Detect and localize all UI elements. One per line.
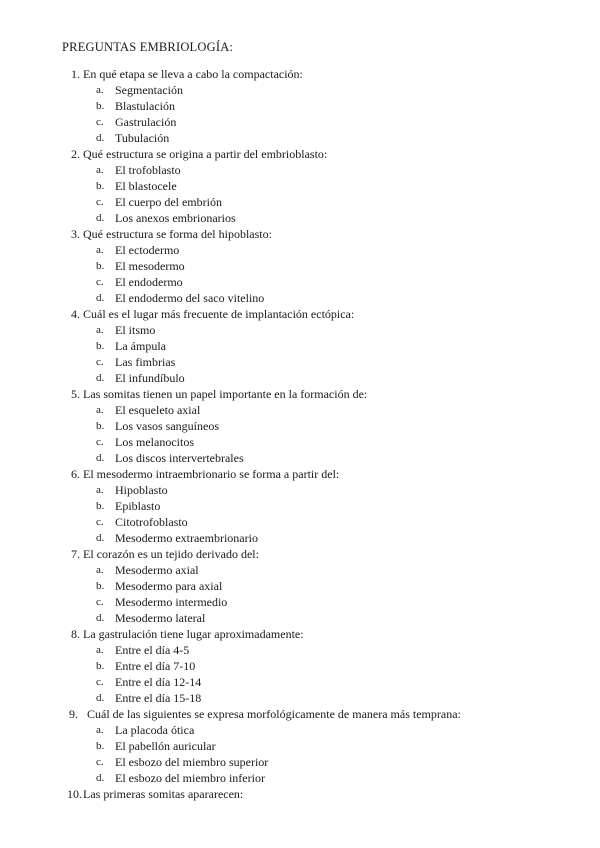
option-text: Las fimbrias (115, 355, 176, 369)
option-text: El trofoblasto (115, 163, 181, 177)
question-3 (0, 226, 600, 306)
option-letter: d. (96, 132, 105, 144)
option-letter: b. (96, 420, 105, 432)
answer-option (0, 530, 600, 546)
option-text: El itsmo (115, 323, 156, 337)
answer-option (0, 162, 600, 178)
option-letter: c. (96, 436, 104, 448)
question-line (0, 226, 600, 242)
option-letter: b. (96, 340, 105, 352)
answer-option (0, 690, 600, 706)
option-text: Mesodermo para axial (115, 579, 223, 593)
option-letter: c. (96, 516, 104, 528)
question-7 (0, 546, 600, 626)
option-text: El ectodermo (115, 243, 180, 257)
option-letter: c. (96, 196, 104, 208)
question-line (0, 386, 600, 402)
question-line (0, 786, 600, 802)
option-letter: a. (96, 244, 104, 256)
option-letter: c. (96, 356, 104, 368)
question-number: 7. (71, 547, 80, 561)
option-letter: b. (96, 660, 105, 672)
option-letter: a. (96, 644, 104, 656)
answer-option (0, 594, 600, 610)
option-letter: a. (96, 484, 104, 496)
option-letter: d. (96, 372, 105, 384)
question-line (0, 706, 600, 722)
option-letter: a. (96, 564, 104, 576)
option-text: Mesodermo intermedio (115, 595, 228, 609)
option-letter: d. (96, 612, 105, 624)
option-text: Mesodermo axial (115, 563, 199, 577)
answer-option (0, 210, 600, 226)
option-text: Los melanocitos (115, 435, 194, 449)
question-list (0, 66, 600, 802)
option-letter: c. (96, 676, 104, 688)
question-text: Cuál es el lugar más frecuente de implantación ectópica: (83, 307, 355, 321)
question-number: 8. (71, 627, 80, 641)
answer-option (0, 370, 600, 386)
option-text: Los discos intervertebrales (115, 451, 244, 465)
option-text: El endodermo del saco vitelino (115, 291, 265, 305)
option-text: El infundíbulo (115, 371, 185, 385)
answer-option (0, 434, 600, 450)
answer-option (0, 402, 600, 418)
option-text: Mesodermo lateral (115, 611, 206, 625)
answer-option (0, 82, 600, 98)
question-line (0, 546, 600, 562)
option-text: La ámpula (115, 339, 166, 353)
option-letter: a. (96, 84, 104, 96)
option-text: Gastrulación (115, 115, 177, 129)
question-text: En qué etapa se lleva a cabo la compactación: (83, 67, 303, 81)
answer-option (0, 610, 600, 626)
document-title: PREGUNTAS EMBRIOLOGÍA: (62, 40, 234, 54)
question-text: Cuál de las siguientes se expresa morfológicamente de manera más temprana: (87, 707, 461, 721)
answer-option (0, 98, 600, 114)
option-letter: a. (96, 324, 104, 336)
option-letter: b. (96, 260, 105, 272)
option-text: La placoda ótica (115, 723, 195, 737)
question-text: El mesodermo intraembrionario se forma a partir del: (83, 467, 340, 481)
answer-option (0, 658, 600, 674)
question-line (0, 66, 600, 82)
question-5 (0, 386, 600, 466)
option-letter: c. (96, 756, 104, 768)
option-letter: c. (96, 116, 104, 128)
question-6 (0, 466, 600, 546)
option-text: Blastulación (115, 99, 175, 113)
question-line (0, 306, 600, 322)
question-number: 10. (67, 787, 82, 801)
answer-option (0, 482, 600, 498)
option-letter: b. (96, 740, 105, 752)
question-9 (0, 706, 600, 786)
option-text: Epiblasto (115, 499, 161, 513)
option-letter: b. (96, 500, 105, 512)
question-number: 3. (71, 227, 80, 241)
question-8 (0, 626, 600, 706)
option-letter: c. (96, 276, 104, 288)
question-number: 5. (71, 387, 80, 401)
option-letter: d. (96, 292, 105, 304)
answer-option (0, 754, 600, 770)
question-text: Qué estructura se origina a partir del embrioblasto: (83, 147, 328, 161)
option-text: El esqueleto axial (115, 403, 201, 417)
option-text: Entre el día 12-14 (115, 675, 202, 689)
option-letter: c. (96, 596, 104, 608)
option-letter: d. (96, 532, 105, 544)
option-text: Entre el día 15-18 (115, 691, 202, 705)
option-text: El esbozo del miembro inferior (115, 771, 265, 785)
question-line (0, 626, 600, 642)
option-text: Mesodermo extraembrionario (115, 531, 258, 545)
answer-option (0, 418, 600, 434)
answer-option (0, 498, 600, 514)
answer-option (0, 450, 600, 466)
option-text: Segmentación (115, 83, 183, 97)
answer-option (0, 258, 600, 274)
answer-option (0, 178, 600, 194)
question-number: 4. (71, 307, 80, 321)
answer-option (0, 274, 600, 290)
option-text: El endodermo (115, 275, 183, 289)
question-number: 6. (71, 467, 80, 481)
answer-option (0, 338, 600, 354)
answer-option (0, 722, 600, 738)
option-text: El esbozo del miembro superior (115, 755, 269, 769)
option-text: Los anexos embrionarios (115, 211, 236, 225)
question-number: 9. (69, 707, 78, 721)
option-text: El pabellón auricular (115, 739, 216, 753)
option-letter: d. (96, 452, 105, 464)
question-number: 2. (71, 147, 80, 161)
answer-option (0, 738, 600, 754)
option-text: Entre el día 7-10 (115, 659, 196, 673)
option-text: El cuerpo del embrión (115, 195, 222, 209)
answer-option (0, 514, 600, 530)
question-text: Las primeras somitas apararecen: (83, 787, 244, 801)
option-text: Los vasos sanguíneos (115, 419, 219, 433)
answer-option (0, 290, 600, 306)
option-letter: b. (96, 580, 105, 592)
question-1 (0, 66, 600, 146)
answer-option (0, 578, 600, 594)
option-text: El mesodermo (115, 259, 185, 273)
option-text: Citotrofoblasto (115, 515, 188, 529)
option-letter: a. (96, 164, 104, 176)
question-text: El corazón es un tejido derivado del: (83, 547, 259, 561)
question-text: La gastrulación tiene lugar aproximadamente: (83, 627, 304, 641)
answer-option (0, 354, 600, 370)
answer-option (0, 770, 600, 786)
option-text: El blastocele (115, 179, 177, 193)
option-letter: a. (96, 724, 104, 736)
option-letter: d. (96, 692, 105, 704)
option-letter: a. (96, 404, 104, 416)
question-4 (0, 306, 600, 386)
answer-option (0, 194, 600, 210)
answer-option (0, 114, 600, 130)
answer-option (0, 322, 600, 338)
question-text: Las somitas tienen un papel importante en la formación de: (83, 387, 368, 401)
answer-option (0, 674, 600, 690)
option-text: Tubulación (115, 131, 170, 145)
question-2 (0, 146, 600, 226)
option-letter: b. (96, 180, 105, 192)
answer-option (0, 642, 600, 658)
question-number: 1. (71, 67, 80, 81)
question-10 (0, 786, 600, 802)
answer-option (0, 130, 600, 146)
option-letter: b. (96, 100, 105, 112)
question-text: Qué estructura se forma del hipoblasto: (83, 227, 272, 241)
option-letter: d. (96, 212, 105, 224)
option-text: Entre el día 4-5 (115, 643, 190, 657)
question-line (0, 466, 600, 482)
question-line (0, 146, 600, 162)
option-text: Hipoblasto (115, 483, 168, 497)
answer-option (0, 242, 600, 258)
option-letter: d. (96, 772, 105, 784)
answer-option (0, 562, 600, 578)
